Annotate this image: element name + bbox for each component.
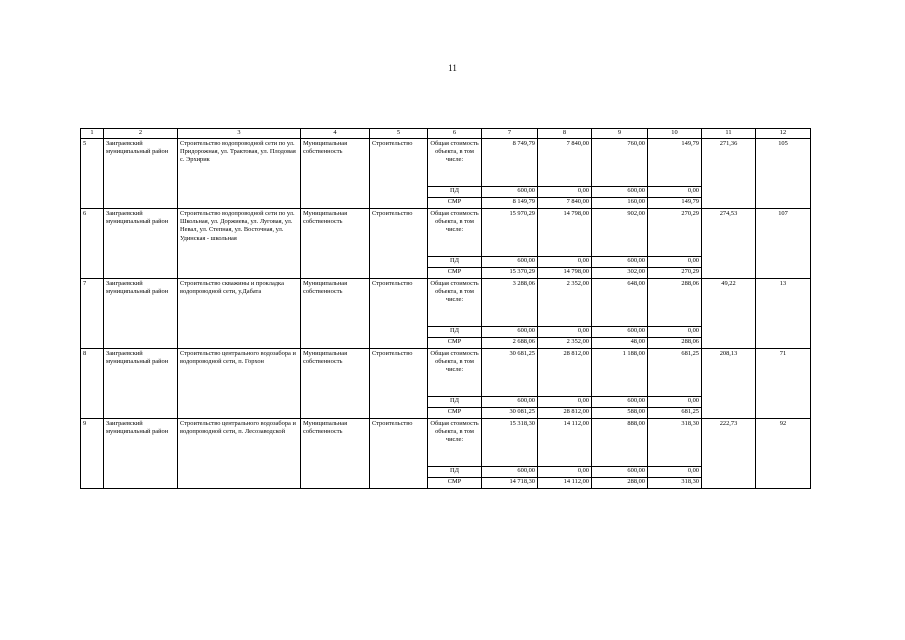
smr-cost-cell: 588,00 [592,408,648,419]
row-number: 6 [81,209,104,279]
smr-cost-cell: 2 688,06 [482,338,538,349]
smr-label-cell: СМР [428,408,482,419]
smr-cost-cell: 48,00 [592,338,648,349]
col12-cell: 13 [756,279,811,349]
pd-cost-cell: 0,00 [538,467,592,478]
pd-cost-cell: 600,00 [592,327,648,338]
work-type-cell: Строительство [370,419,428,489]
row-number: 8 [81,349,104,419]
pd-cost-cell: 0,00 [538,257,592,268]
smr-cost-cell: 288,06 [648,338,702,349]
district-cell: Заиграевский муниципальный район [104,349,178,419]
total-cost-cell: 888,00 [592,419,648,467]
district-cell: Заиграевский муниципальный район [104,209,178,279]
smr-cost-cell: 681,25 [648,408,702,419]
pd-cost-cell: 0,00 [538,327,592,338]
row-number: 5 [81,139,104,209]
ownership-cell: Муниципальная собственность [301,349,370,419]
total-cost-cell: 15 318,30 [482,419,538,467]
col11-cell: 208,13 [702,349,756,419]
investment-table [80,128,811,489]
total-cost-cell: 648,00 [592,279,648,327]
pd-cost-cell: 600,00 [592,187,648,198]
smr-cost-cell: 30 081,25 [482,408,538,419]
smr-cost-cell: 160,00 [592,198,648,209]
total-cost-cell: 318,30 [648,419,702,467]
smr-cost-cell: 28 812,00 [538,408,592,419]
row-number: 7 [81,279,104,349]
smr-cost-cell: 270,29 [648,268,702,279]
table-row [81,209,811,257]
smr-cost-cell: 14 798,00 [538,268,592,279]
total-cost-cell: 28 812,00 [538,349,592,397]
total-cost-cell: 3 288,06 [482,279,538,327]
total-cost-cell: 14 112,00 [538,419,592,467]
pd-cost-cell: 600,00 [482,187,538,198]
pd-label-cell: ПД [428,467,482,478]
object-name-cell: Строительство центрального водозабора и водопроводной сети, п. Горхон [178,349,301,419]
pd-cost-cell: 0,00 [648,397,702,408]
header-cell: 9 [592,129,648,139]
pd-cost-cell: 600,00 [592,397,648,408]
work-type-cell: Строительство [370,349,428,419]
header-cell: 10 [648,129,702,139]
total-cost-cell: 149,79 [648,139,702,187]
header-cell: 3 [178,129,301,139]
smr-label-cell: СМР [428,338,482,349]
ownership-cell: Муниципальная собственность [301,139,370,209]
table-row [81,139,811,187]
col11-cell: 49,22 [702,279,756,349]
smr-cost-cell: 288,00 [592,478,648,489]
col11-cell: 271,36 [702,139,756,209]
pd-cost-cell: 600,00 [482,467,538,478]
col12-cell: 107 [756,209,811,279]
pd-cost-cell: 0,00 [648,257,702,268]
smr-cost-cell: 7 840,00 [538,198,592,209]
pd-cost-cell: 0,00 [648,187,702,198]
header-cell: 11 [702,129,756,139]
total-cost-cell: 15 970,29 [482,209,538,257]
pd-cost-cell: 600,00 [592,467,648,478]
pd-cost-cell: 0,00 [648,327,702,338]
ownership-cell: Муниципальная собственность [301,279,370,349]
object-name-cell: Строительство водопроводной сети по ул. Школьная, ул. Доржиева, ул. Луговая, ул. Невал, ул. Степная, ул. Восточная, ул. Удинская - школьная [178,209,301,279]
pd-cost-cell: 600,00 [482,327,538,338]
table-row [81,349,811,397]
col12-cell: 92 [756,419,811,489]
smr-cost-cell: 318,30 [648,478,702,489]
pd-cost-cell: 0,00 [648,467,702,478]
work-type-cell: Строительство [370,279,428,349]
cost-label-cell: Общая стоимость объекта, в том числе: [428,279,482,327]
smr-cost-cell: 149,79 [648,198,702,209]
cost-label-cell: Общая стоимость объекта, в том числе: [428,209,482,257]
total-cost-cell: 760,00 [592,139,648,187]
pd-label-cell: ПД [428,257,482,268]
table-row [81,279,811,327]
smr-cost-cell: 2 352,00 [538,338,592,349]
total-cost-cell: 14 798,00 [538,209,592,257]
header-cell: 4 [301,129,370,139]
total-cost-cell: 30 681,25 [482,349,538,397]
header-cell: 7 [482,129,538,139]
total-cost-cell: 2 352,00 [538,279,592,327]
cost-label-cell: Общая стоимость объекта, в том числе: [428,419,482,467]
ownership-cell: Муниципальная собственность [301,419,370,489]
smr-cost-cell: 8 149,79 [482,198,538,209]
header-cell: 6 [428,129,482,139]
smr-label-cell: СМР [428,198,482,209]
total-cost-cell: 902,00 [592,209,648,257]
object-name-cell: Строительство центрального водозабора и водопроводной сети, п. Лесозаводской [178,419,301,489]
work-type-cell: Строительство [370,209,428,279]
total-cost-cell: 270,29 [648,209,702,257]
cost-label-cell: Общая стоимость объекта, в том числе: [428,349,482,397]
col12-cell: 105 [756,139,811,209]
total-cost-cell: 8 749,79 [482,139,538,187]
header-cell: 5 [370,129,428,139]
header-cell: 8 [538,129,592,139]
pd-cost-cell: 0,00 [538,397,592,408]
smr-label-cell: СМР [428,478,482,489]
smr-label-cell: СМР [428,268,482,279]
pd-cost-cell: 600,00 [482,257,538,268]
smr-cost-cell: 14 112,00 [538,478,592,489]
district-cell: Заиграевский муниципальный район [104,139,178,209]
header-cell: 2 [104,129,178,139]
object-name-cell: Строительство скважины и прокладка водопроводной сети, у.Дабата [178,279,301,349]
total-cost-cell: 681,25 [648,349,702,397]
district-cell: Заиграевский муниципальный район [104,279,178,349]
total-cost-cell: 288,06 [648,279,702,327]
smr-cost-cell: 15 370,29 [482,268,538,279]
cost-label-cell: Общая стоимость объекта, в том числе: [428,139,482,187]
col12-cell: 71 [756,349,811,419]
pd-cost-cell: 0,00 [538,187,592,198]
header-cell: 1 [81,129,104,139]
col11-cell: 222,73 [702,419,756,489]
page-number: 11 [448,63,457,73]
district-cell: Заиграевский муниципальный район [104,419,178,489]
ownership-cell: Муниципальная собственность [301,209,370,279]
pd-cost-cell: 600,00 [592,257,648,268]
header-cell: 12 [756,129,811,139]
header-row [81,129,811,139]
pd-label-cell: ПД [428,397,482,408]
pd-label-cell: ПД [428,327,482,338]
work-type-cell: Строительство [370,139,428,209]
pd-label-cell: ПД [428,187,482,198]
total-cost-cell: 1 188,00 [592,349,648,397]
smr-cost-cell: 302,00 [592,268,648,279]
total-cost-cell: 7 840,00 [538,139,592,187]
pd-cost-cell: 600,00 [482,397,538,408]
smr-cost-cell: 14 718,30 [482,478,538,489]
table-row [81,419,811,467]
col11-cell: 274,53 [702,209,756,279]
row-number: 9 [81,419,104,489]
object-name-cell: Строительство водопроводной сети по ул. Придорожная, ул. Трактовая, ул. Плодовая с. Эрхирик [178,139,301,209]
